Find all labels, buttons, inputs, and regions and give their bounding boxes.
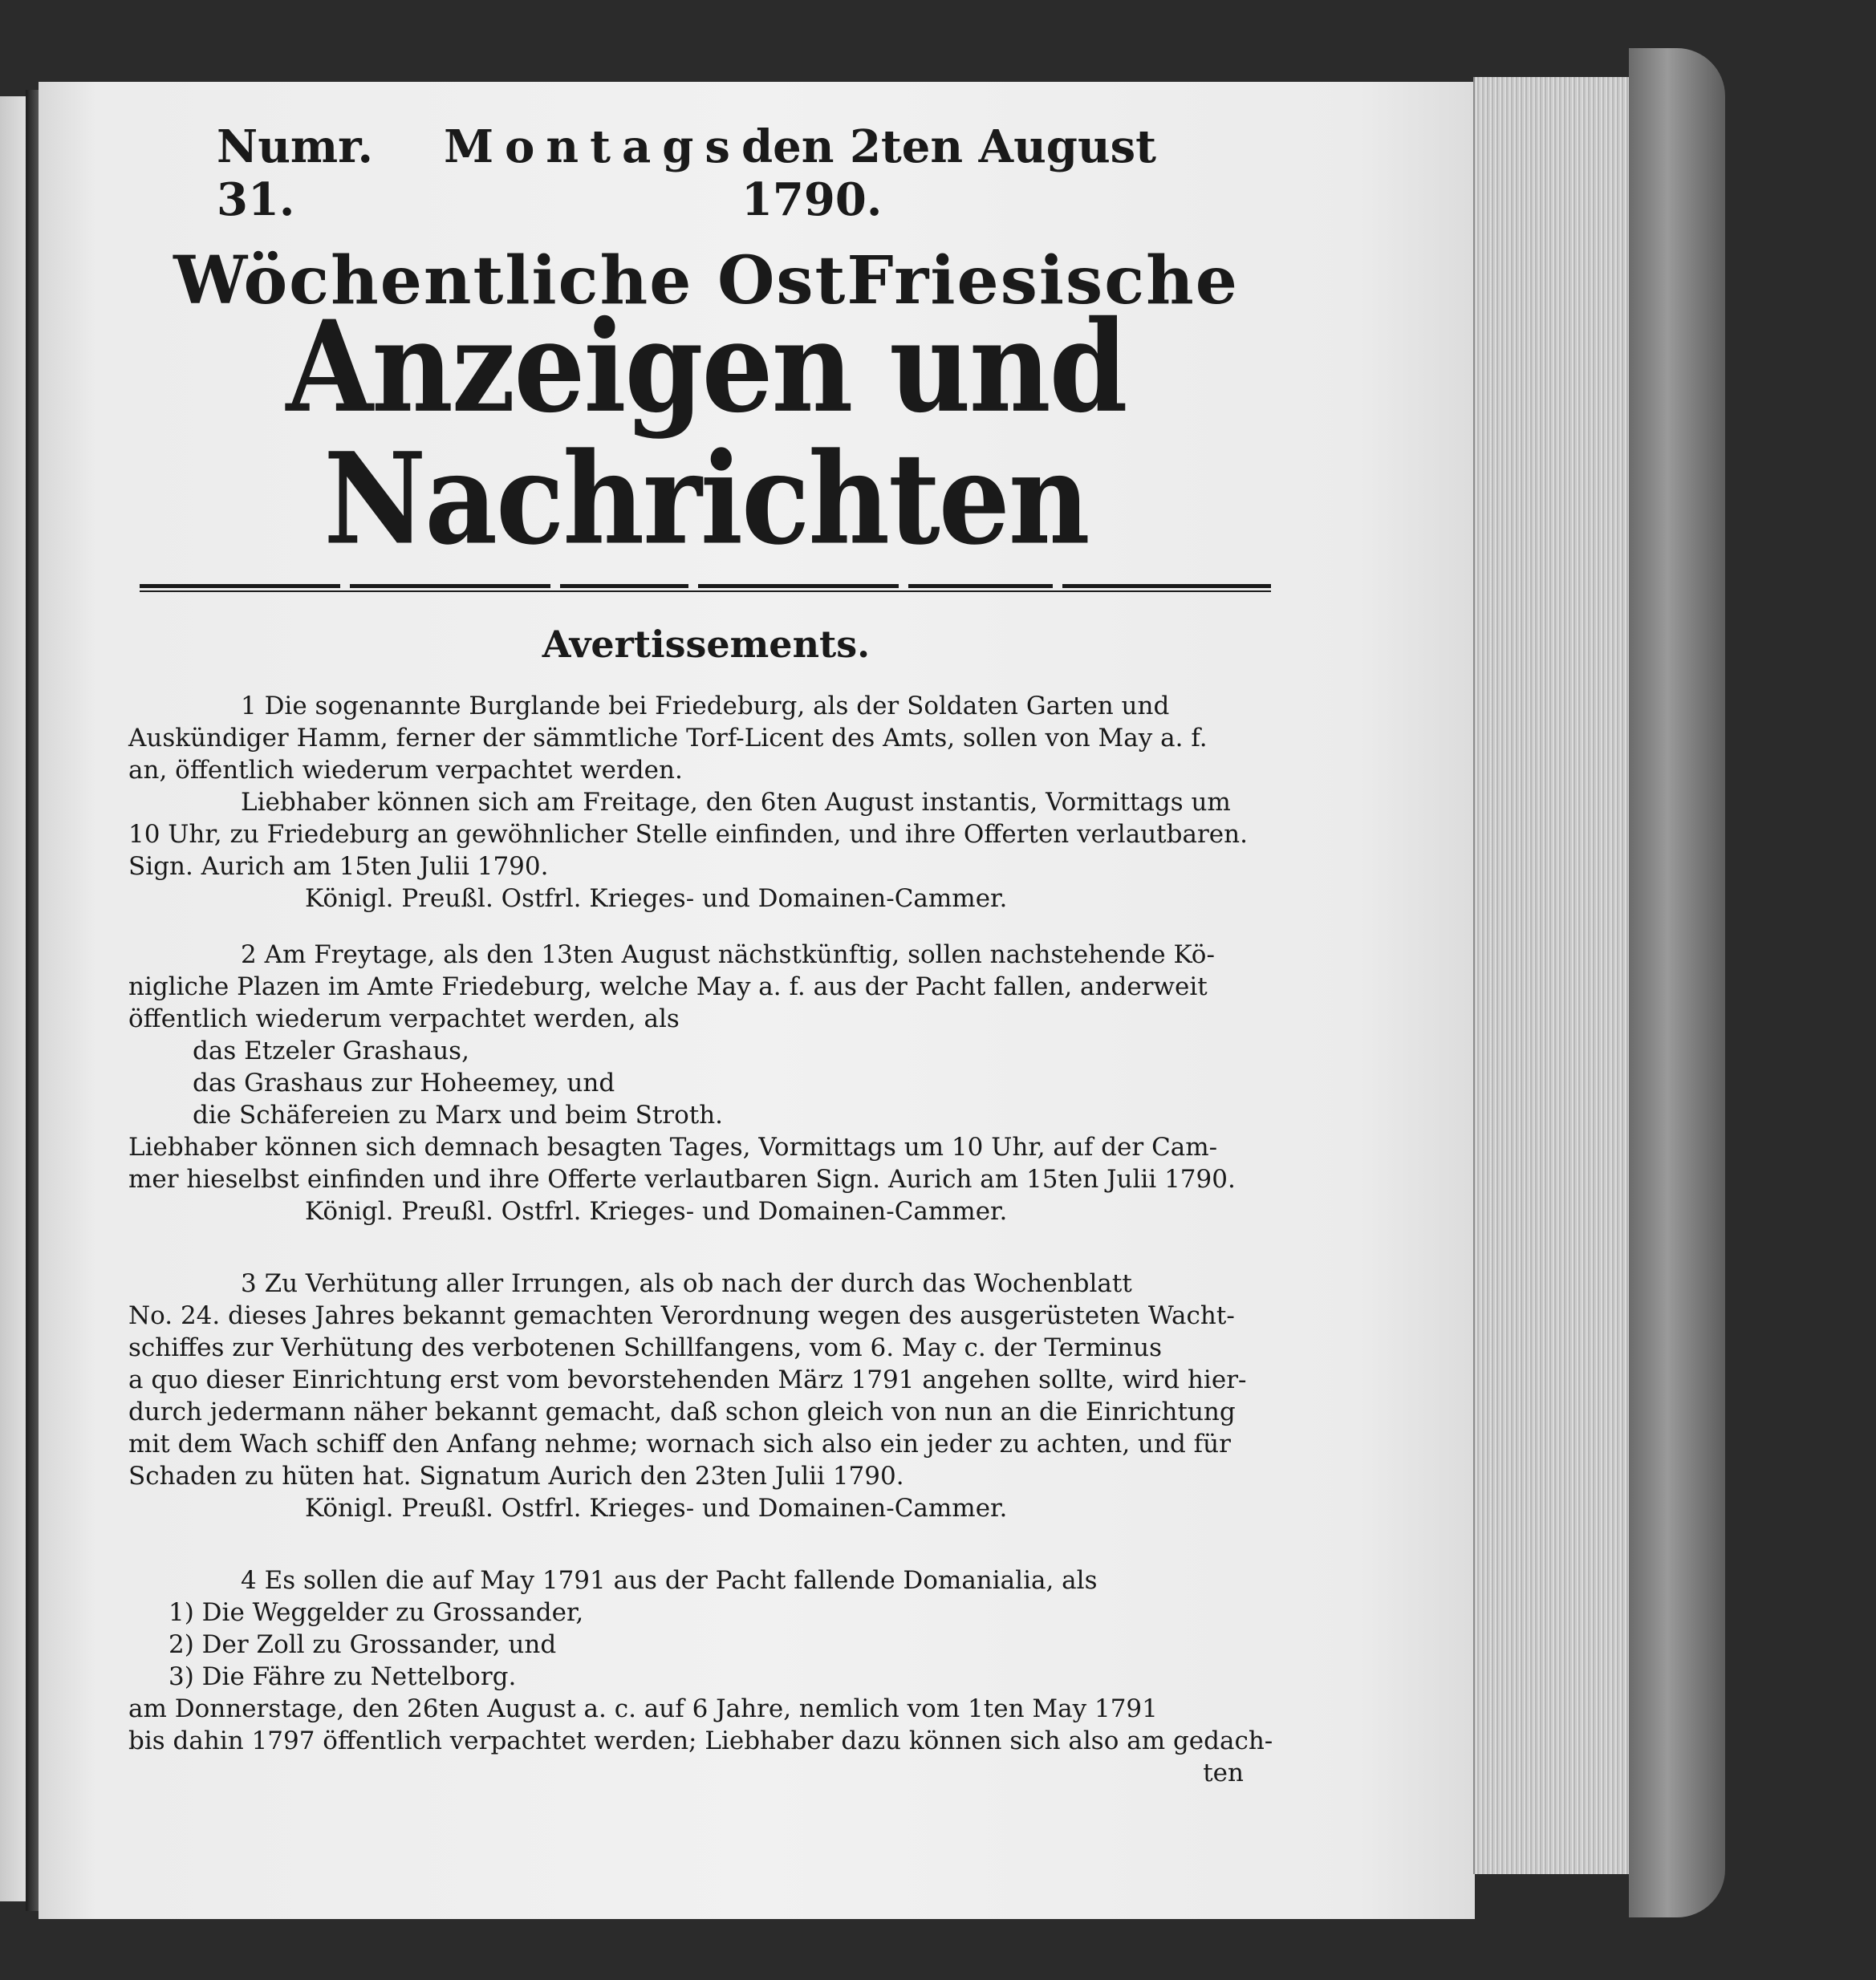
issue-number: Numr. 31. xyxy=(217,120,374,226)
notice-line: Sign. Aurich am 15ten Julii 1790. xyxy=(128,852,549,881)
notice-line: an, öffentlich wiederum verpachtet werden. xyxy=(128,756,683,785)
newspaper-title-line1: Wöchentliche OstFriesische xyxy=(173,242,1239,319)
notice-line: nigliche Plazen im Amte Friedeburg, welche May a. f. aus der Pacht fallen, anderweit xyxy=(128,972,1208,1001)
notice-line: Schaden zu hüten hat. Signatum Aurich den 23ten Julii 1790. xyxy=(128,1462,904,1491)
notice-4 xyxy=(128,1564,1284,1789)
notice-line: schiffes zur Verhütung des verbotenen Schillfangens, vom 6. May c. der Terminus xyxy=(128,1333,1163,1362)
notice-line: Liebhaber können sich am Freitage, den 6ten August instantis, Vormittags um xyxy=(241,788,1231,817)
notice-line: am Donnerstage, den 26ten August a. c. auf 6 Jahre, nemlich vom 1ten May 1791 xyxy=(128,1694,1158,1723)
notice-line: No. 24. dieses Jahres bekannt gemachten Verordnung wegen des ausgerüsteten Wacht- xyxy=(128,1301,1235,1330)
notice-3 xyxy=(128,1268,1284,1524)
notice-2 xyxy=(128,939,1284,1227)
newspaper-title-line2: Anzeigen und Nachrichten xyxy=(286,294,1127,574)
notice-list xyxy=(128,1035,1284,1131)
notice-signature: Königl. Preußl. Ostfrl. Krieges- und Domainen-Cammer. xyxy=(305,884,1008,913)
page-block-edge xyxy=(1473,77,1635,1874)
notice-signature: Königl. Preußl. Ostfrl. Krieges- und Domainen-Cammer. xyxy=(305,1197,1008,1226)
notice-line: 4 Es sollen die auf May 1791 aus der Pacht fallende Domanialia, als xyxy=(241,1566,1098,1595)
list-item: das Grashaus zur Hoheemey, und xyxy=(193,1069,615,1098)
notice-line: a quo dieser Einrichtung erst vom bevorstehenden März 1791 angehen sollte, wird hier- xyxy=(128,1365,1247,1394)
masthead xyxy=(217,120,1260,226)
title-rule xyxy=(140,584,1271,594)
list-item: 2) Der Zoll zu Grossander, und xyxy=(169,1630,557,1659)
page-content xyxy=(128,120,1284,1789)
section-title: Avertissements. xyxy=(542,623,871,666)
book-cover xyxy=(1629,48,1725,1917)
notice-list xyxy=(128,1597,1284,1693)
notice-line: bis dahin 1797 öffentlich verpachtet werden; Liebhaber dazu können sich also am gedach- xyxy=(128,1726,1273,1755)
list-item: 1) Die Weggelder zu Grossander, xyxy=(169,1598,584,1627)
notice-line: Auskündiger Hamm, ferner der sämmtliche Torf-Licent des Amts, sollen von May a. f. xyxy=(128,724,1208,753)
issue-date: den 2ten August 1790. xyxy=(741,120,1157,226)
notice-line: 2 Am Freytage, als den 13ten August nächstkünftig, sollen nachstehende Kö- xyxy=(241,940,1215,969)
notice-line: 10 Uhr, zu Friedeburg an gewöhnlicher Stelle einfinden, und ihre Offerten verlautbaren. xyxy=(128,820,1248,849)
notice-line: Liebhaber können sich demnach besagten Tages, Vormittags um 10 Uhr, auf der Cam- xyxy=(128,1133,1218,1162)
catchword: ten xyxy=(1203,1759,1244,1787)
list-item: die Schäfereien zu Marx und beim Stroth. xyxy=(193,1101,724,1130)
notice-1 xyxy=(128,690,1284,915)
notice-line: 3 Zu Verhütung aller Irrungen, als ob nach der durch das Wochenblatt xyxy=(241,1269,1132,1298)
notice-line: öffentlich wiederum verpachtet werden, als xyxy=(128,1004,680,1033)
notice-line: durch jedermann näher bekannt gemacht, daß schon gleich von nun an die Einrichtung xyxy=(128,1398,1236,1426)
notice-line: 1 Die sogenannte Burglande bei Friedeburg, als der Soldaten Garten und xyxy=(241,692,1170,720)
notice-line: mer hieselbst einfinden und ihre Offerte verlautbaren Sign. Aurich am 15ten Julii 1790. xyxy=(128,1165,1236,1194)
notice-line: mit dem Wach schiff den Anfang nehme; wornach sich also ein jeder zu achten, und für xyxy=(128,1430,1231,1459)
list-item: 3) Die Fähre zu Nettelborg. xyxy=(169,1662,517,1691)
notice-signature: Königl. Preußl. Ostfrl. Krieges- und Domainen-Cammer. xyxy=(305,1494,1008,1523)
issue-day: Montags xyxy=(444,120,741,173)
list-item: das Etzeler Grashaus, xyxy=(193,1037,469,1065)
